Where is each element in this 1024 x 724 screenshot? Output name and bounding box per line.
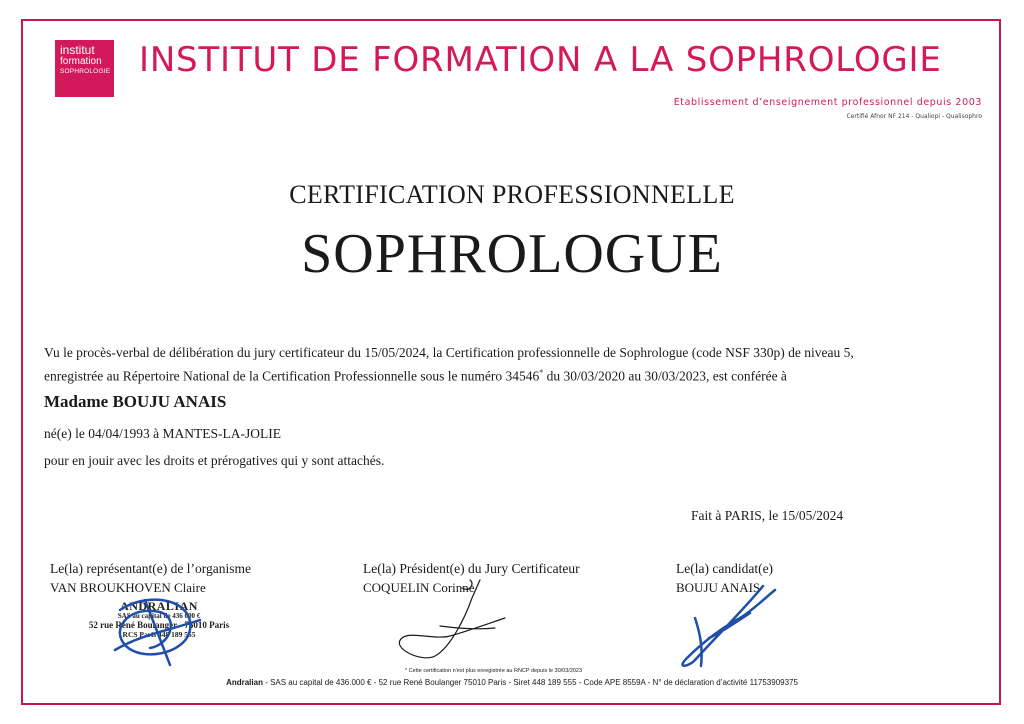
certificate-heading: CERTIFICATION PROFESSIONNELLE [289,180,735,209]
signatory-3-name: BOUJU ANAIS [676,580,761,595]
institute-logo [55,40,114,97]
signatory-1-role: Le(la) représentant(e) de l’organisme [50,561,252,576]
institute-name: INSTITUT DE FORMATION A LA SOPHROLOGIE [139,40,942,80]
legal-footer [0,678,1024,687]
footer-company: Andralian [226,678,263,687]
logo-line-1: institut [60,43,95,57]
certificate-title: SOPHROLOGUE [301,223,723,285]
paragraph-line-2: enregistrée au Répertoire National de la Certification Professionnelle sous le numéro 34546 [44,368,540,384]
institute-tagline: Etablissement d’enseignement professionnel depuis 2003 [673,97,982,108]
stamp-rcs: RCS Paris 448 189 555 [122,629,196,639]
signatory-3-role: Le(la) candidat(e) [676,561,774,576]
president-signature [380,578,510,668]
signatory-2-role: Le(la) Président(e) du Jury Certificateur [363,561,580,576]
quality-certifications: Certifié Afnor NF 214 - Qualiopi - Qualisophro [846,113,982,120]
candidate-signature [665,578,780,673]
stamp-capital: SAS au capital de 436 000 € [117,612,201,621]
representative-signature [100,590,210,670]
rights-statement: pour en jouir avec les droits et prérogatives qui y sont attachés. [44,453,385,468]
logo-line-2: formation [60,56,102,67]
signatory-1-name: VAN BROUKHOVEN Claire [50,580,206,595]
paragraph-line-1: Vu le procès-verbal de délibération du jury certificateur du 15/05/2024, la Certification professionnelle de Sophrologue (code NSF 330p) de niveau 5, [44,345,854,360]
logo-line-3: SOPHROLOGIE [60,68,111,75]
place-date: Fait à PARIS, le 15/05/2024 [691,508,844,523]
birth-info: né(e) le 04/04/1993 à MANTES-LA-JOLIE [44,426,281,441]
stamp-company: ANDRALIAN [120,599,198,613]
rncp-footnote: * Cette certification n'est plus enregistrée au RNCP depuis le 30/03/2023 [405,668,583,674]
certificate-holder: Madame BOUJU ANAIS [44,392,227,411]
certificate-paragraph [44,343,984,387]
footnote-mark: * [539,368,544,377]
stamp-address: 52 rue René Boulanger - 75010 Paris [88,619,230,630]
signatory-2-name: COQUELIN Corinne [363,580,475,595]
footer-details: - SAS au capital de 436.000 € - 52 rue René Boulanger 75010 Paris - Siret 448 189 555 - Code APE 8559A - N° de déclaration d’activité 11753909375 [262,678,798,687]
paragraph-line-2-end: du 30/03/2020 au 30/03/2023, est conférée à [543,368,787,384]
